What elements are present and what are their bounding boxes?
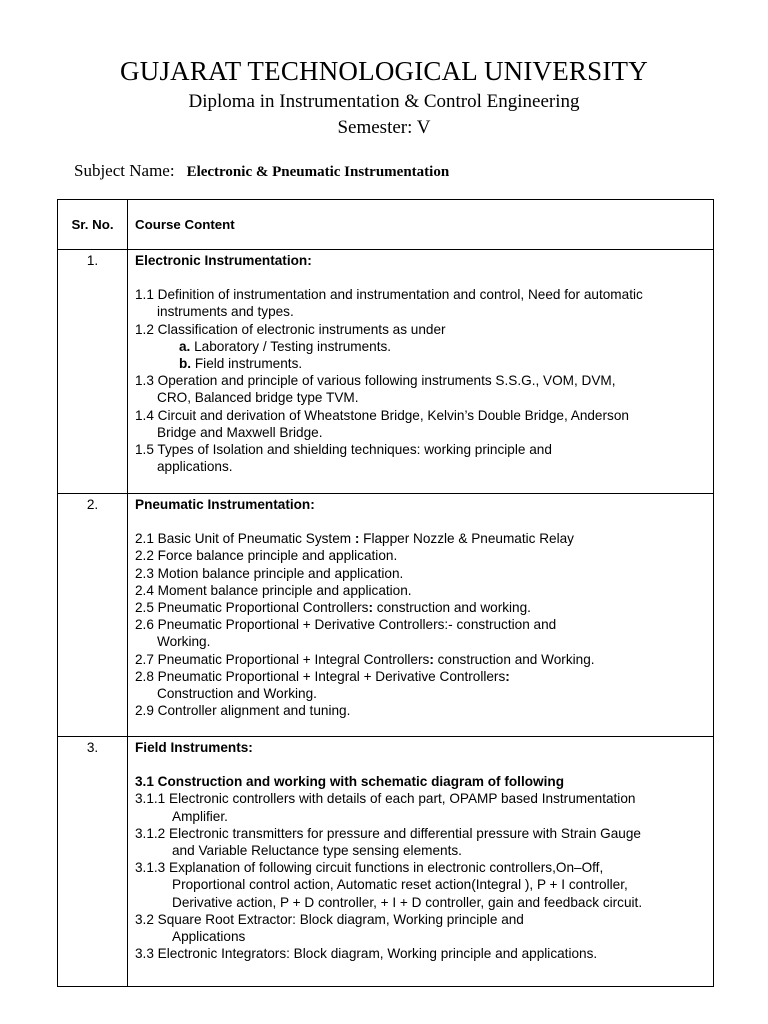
row-course-content [128,494,714,737]
content-line [135,355,706,372]
content-line: 3.1.3 Explanation of following circuit functions in electronic controllers,On–Off, [135,860,604,876]
diploma-title: Diploma in Instrumentation & Control Engineering [188,91,580,112]
content-line: 2.9 Controller alignment and tuning. [135,703,351,719]
table-row [58,737,714,987]
content-text: construction and Working. [433,651,595,667]
unit-title: Pneumatic Instrumentation: [135,497,315,512]
content-line: Proportional control action, Automatic reset action(Integral ), P + I controller, [172,877,628,893]
content-line: 3.1.2 Electronic transmitters for pressure and differential pressure with Strain Gauge [135,825,641,841]
subject-name: Electronic & Pneumatic Instrumentation [186,164,450,180]
content-text: 2.1 Basic Unit of Pneumatic System [135,531,355,547]
list-marker: b. [179,356,192,372]
content-line [135,599,706,616]
content-text: 2.7 Pneumatic Proportional + Integral Controllers [135,651,430,667]
content-line: 2.3 Motion balance principle and application. [135,565,404,581]
content-line: Construction and Working. [157,686,317,702]
row-course-content [128,250,714,494]
content-line: Bridge and Maxwell Bridge. [157,424,323,440]
col-header-course-content: Course Content [128,200,714,250]
content-line: applications. [157,459,233,475]
row-sr-no: 2. [58,494,128,737]
content-line: instruments and types. [157,304,294,320]
content-line: 1.3 Operation and principle of various following instruments S.S.G., VOM, DVM, [135,373,616,389]
table-header-row [58,200,714,250]
content-line [135,668,706,685]
unit-title: Field Instruments: [135,740,253,755]
content-text: 2.5 Pneumatic Proportional Controllers [135,600,369,616]
content-line: 1.2 Classification of electronic instruments as under [135,321,446,337]
semester-title: Semester: V [337,117,431,138]
university-title: GUJARAT TECHNOLOGICAL UNIVERSITY [120,56,648,86]
content-text: construction and working. [373,600,531,616]
content-line: 3.3 Electronic Integrators: Block diagram, Working principle and applications. [135,946,598,962]
content-line: 2.2 Force balance principle and application. [135,548,398,564]
row-course-content [128,737,714,987]
content-line: 3.1.1 Electronic controllers with details of each part, OPAMP based Instrumentation [135,791,636,807]
content-text: 2.8 Pneumatic Proportional + Integral + Derivative Controllers [135,668,506,684]
row-sr-no: 1. [58,250,128,494]
content-line: 3.1 Construction and working with schematic diagram of following [135,774,564,790]
content-colon: : [354,531,360,547]
content-line [135,651,706,668]
content-colon: : [368,600,374,616]
list-marker: a. [179,338,191,354]
content-line: 2.4 Moment balance principle and application. [135,582,412,598]
content-line: 1.4 Circuit and derivation of Wheatstone Bridge, Kelvin’s Double Bridge, Anderson [135,407,629,423]
table-row [58,250,714,494]
table-row [58,494,714,737]
subject-label: Subject Name: [74,161,175,180]
unit-title: Electronic Instrumentation: [135,253,312,268]
content-line: Amplifier. [172,808,228,824]
content-colon: : [505,668,510,684]
list-text: Field instruments. [191,356,303,372]
content-line: Applications [172,929,246,945]
content-line: 3.2 Square Root Extractor: Block diagram, Working principle and [135,911,524,927]
content-colon: : [429,651,434,667]
content-text: Flapper Nozzle & Pneumatic Relay [359,531,574,547]
list-text: Laboratory / Testing instruments. [190,338,392,354]
content-line: Derivative action, P + D controller, + I + D controller, gain and feedback circuit. [172,894,643,910]
row-sr-no: 3. [58,737,128,987]
content-line: and Variable Reluctance type sensing elements. [172,843,462,859]
col-header-sr-no: Sr. No. [58,200,128,250]
subject-line [74,161,449,181]
content-line: CRO, Balanced bridge type TVM. [157,390,359,406]
course-content-table [57,199,714,987]
content-line: 2.6 Pneumatic Proportional + Derivative Controllers:- construction and [135,617,557,633]
content-line [135,338,706,355]
content-line [135,530,706,547]
content-line: 1.5 Types of Isolation and shielding techniques: working principle and [135,442,552,458]
content-line: 1.1 Definition of instrumentation and instrumentation and control, Need for automatic [135,287,643,303]
content-line: Working. [157,634,211,650]
